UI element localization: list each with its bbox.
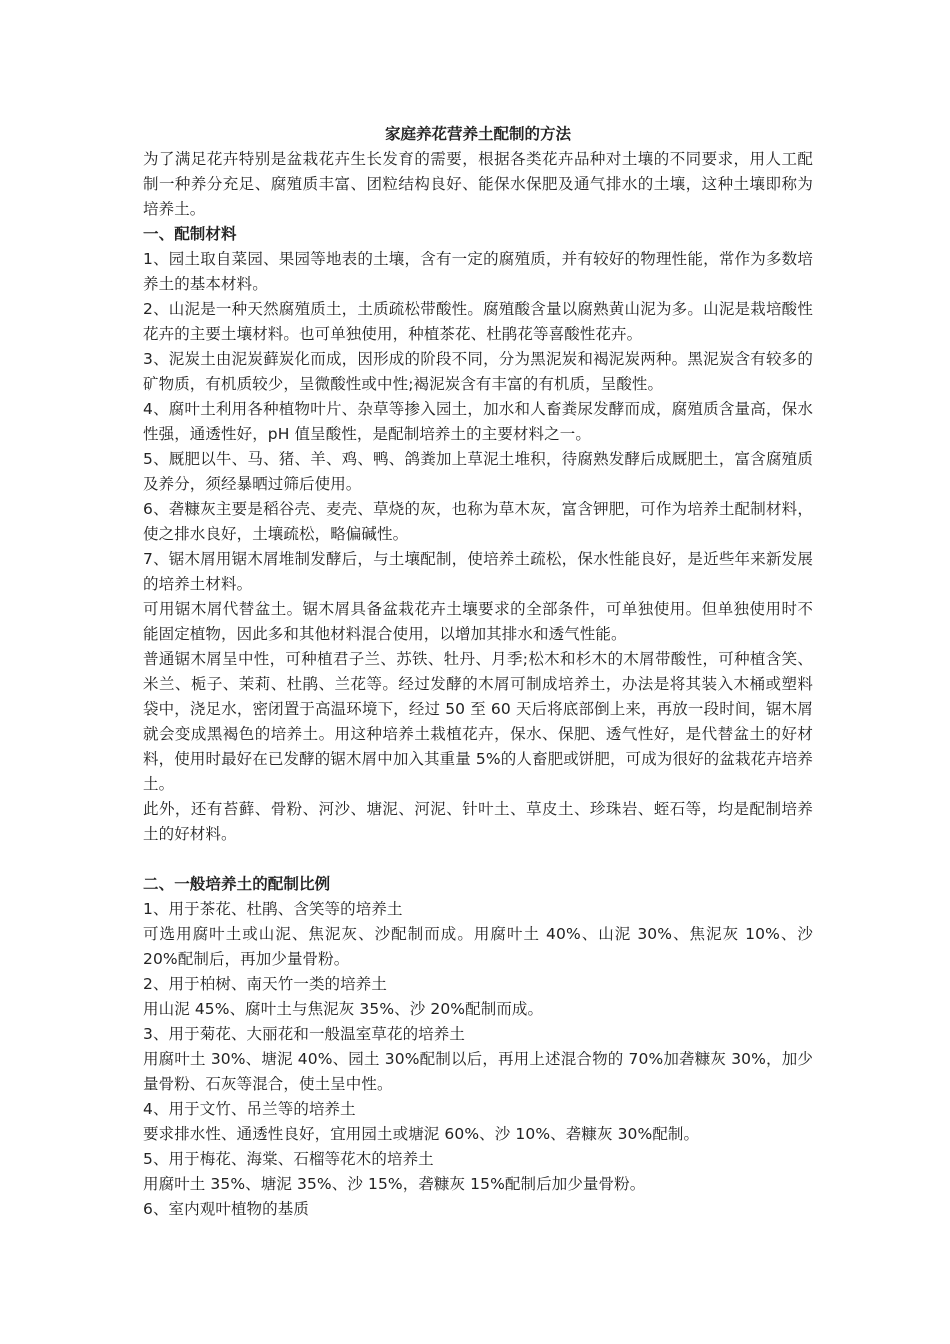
paragraph: 5、厩肥以牛、马、猪、羊、鸡、鸭、鸽粪加上草泥土堆积，待腐熟发酵后成厩肥土，富含腐殖质及养分，须经暴晒过筛后使用。 xyxy=(143,450,813,493)
paragraph: 3、泥炭土由泥炭藓炭化而成，因形成的阶段不同，分为黑泥炭和褐泥炭两种。黑泥炭含有较多的矿物质，有机质较少，呈微酸性或中性;褐泥炭含有丰富的有机质，呈酸性。 xyxy=(143,350,813,393)
paragraph: 可用锯木屑代替盆土。锯木屑具备盆栽花卉土壤要求的全部条件，可单独使用。但单独使用时不能固定植物，因此多和其他材料混合使用，以增加其排水和透气性能。 xyxy=(143,600,813,643)
paragraph: 3、用于菊花、大丽花和一般温室草花的培养土 xyxy=(143,1025,465,1043)
paragraph: 要求排水性、通透性良好，宜用园土或塘泥 60%、沙 10%、砻糠灰 30%配制。 xyxy=(143,1125,700,1143)
paragraph: 7、锯木屑用锯木屑堆制发酵后，与土壤配制，使培养土疏松，保水性能良好，是近些年来新发展的培养土材料。 xyxy=(143,550,813,593)
intro-paragraph: 为了满足花卉特别是盆栽花卉生长发育的需要，根据各类花卉品种对土壤的不同要求，用人工配制一种养分充足、腐殖质丰富、团粒结构良好、能保水保肥及通气排水的土壤，这种土壤即称为培养土。 xyxy=(143,150,813,218)
paragraph: 用山泥 45%、腐叶土与焦泥灰 35%、沙 20%配制而成。 xyxy=(143,1000,544,1018)
paragraph: 可选用腐叶土或山泥、焦泥灰、沙配制而成。用腐叶土 40%、山泥 30%、焦泥灰 10%、沙 20%配制后，再加少量骨粉。 xyxy=(143,925,813,968)
paragraph: 此外，还有苔藓、骨粉、河沙、塘泥、河泥、针叶土、草皮土、珍珠岩、蛭石等，均是配制培养土的好材料。 xyxy=(143,800,813,843)
paragraph: 用腐叶土 30%、塘泥 40%、园土 30%配制以后，再用上述混合物的 70%加砻糠灰 30%，加少量骨粉、石灰等混合，使土呈中性。 xyxy=(143,1050,813,1093)
paragraph: 5、用于梅花、海棠、石榴等花木的培养土 xyxy=(143,1150,434,1168)
paragraph: 用腐叶土 35%、塘泥 35%、沙 15%，砻糠灰 15%配制后加少量骨粉。 xyxy=(143,1175,646,1193)
paragraph: 1、园土取自菜园、果园等地表的土壤，含有一定的腐殖质，并有较好的物理性能，常作为多数培养土的基本材料。 xyxy=(143,250,813,293)
paragraph: 1、用于茶花、杜鹃、含笑等的培养土 xyxy=(143,900,403,918)
document-page xyxy=(143,122,813,1222)
paragraph: 4、用于文竹、吊兰等的培养土 xyxy=(143,1100,356,1118)
blank-line xyxy=(143,847,813,872)
document-title: 家庭养花营养土配制的方法 xyxy=(384,125,571,143)
section-heading-materials: 一、配制材料 xyxy=(143,225,237,243)
paragraph: 6、砻糠灰主要是稻谷壳、麦壳、草烧的灰，也称为草木灰，富含钾肥，可作为培养土配制材料，使之排水良好，土壤疏松，略偏碱性。 xyxy=(143,500,813,543)
section-heading-ratios: 二、一般培养土的配制比例 xyxy=(143,875,331,893)
paragraph: 4、腐叶土利用各种植物叶片、杂草等掺入园土，加水和人畜粪尿发酵而成，腐殖质含量高，保水性强，通透性好，pH 值呈酸性，是配制培养土的主要材料之一。 xyxy=(143,400,813,443)
paragraph: 2、山泥是一种天然腐殖质土，土质疏松带酸性。腐殖酸含量以腐熟黄山泥为多。山泥是栽培酸性花卉的主要土壤材料。也可单独使用，种植茶花、杜鹃花等喜酸性花卉。 xyxy=(143,300,813,343)
paragraph: 6、室内观叶植物的基质 xyxy=(143,1200,309,1218)
paragraph: 2、用于柏树、南天竹一类的培养土 xyxy=(143,975,387,993)
paragraph: 普通锯木屑呈中性，可种植君子兰、苏铁、牡丹、月季;松木和杉木的木屑带酸性，可种植含笑、米兰、栀子、茉莉、杜鹃、兰花等。经过发酵的木屑可制成培养土，办法是将其装入木桶或塑料袋中，浇足水，密闭置于高温环境下，经过 50 至 60 天后将底部倒上来，再放一段时间，锯木屑就会变成黑褐色的培养土。用这种培养土栽植花卉，保水、保肥、透气性好，是代替盆土的好材料，使用时最好在已发酵的锯木屑中加入其重量 5%的人畜肥或饼肥，可成为很好的盆栽花卉培养土。 xyxy=(143,650,813,793)
